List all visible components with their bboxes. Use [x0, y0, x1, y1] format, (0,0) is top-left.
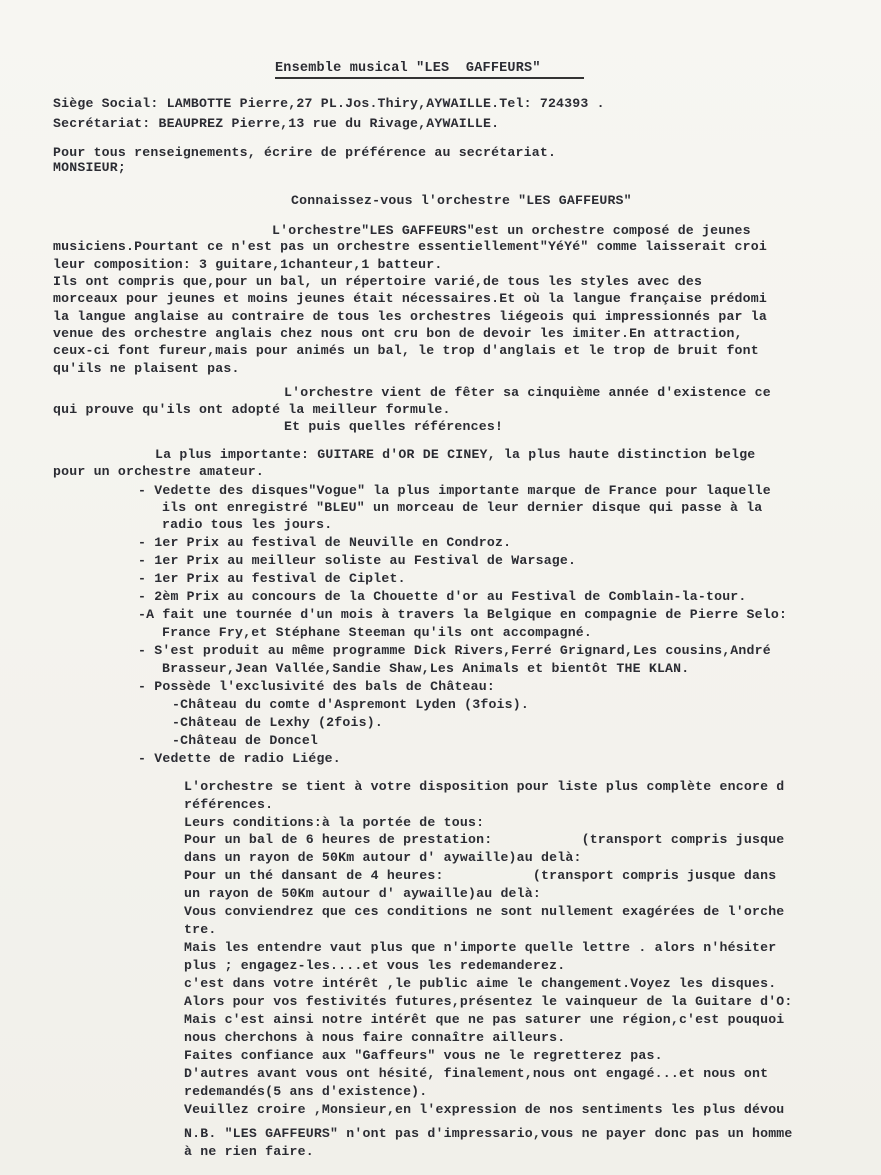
body-line: L'orchestre"LES GAFFEURS"est un orchestre composé de jeunes [272, 223, 751, 238]
list-item: - Vedette des disques"Vogue" la plus importante marque de France pour laquelle [138, 483, 771, 498]
body-line: c'est dans votre intérêt ,le public aime le changement.Voyez les disques. [184, 976, 777, 991]
body-line: venue des orchestre anglais chez nous ont cru bon de devoir les imiter.En attraction, [53, 326, 743, 341]
siege-social-line: Siège Social: LAMBOTTE Pierre,27 PL.Jos.Thiry,AYWAILLE.Tel: 724393 . [53, 96, 605, 111]
body-line: Faites confiance aux "Gaffeurs" vous ne le regretterez pas. [184, 1048, 663, 1063]
list-item: ils ont enregistré "BLEU" un morceau de leur dernier disque qui passe à la [162, 500, 763, 515]
salutation: MONSIEUR; [53, 160, 127, 175]
body-line: D'autres avant vous ont hésité, finalement,nous ont engagé...et nous ont [184, 1066, 769, 1081]
body-line: leur composition: 3 guitare,1chanteur,1 batteur. [53, 257, 443, 272]
body-line: redemandés(5 ans d'existence). [184, 1084, 428, 1099]
nb-line: à ne rien faire. [184, 1144, 314, 1159]
list-item: - 1er Prix au festival de Neuville en Condroz. [138, 535, 512, 550]
body-line: Ils ont compris que,pour un bal, un répertoire varié,de tous les styles avec des [53, 274, 703, 289]
body-line: tre. [184, 922, 217, 937]
list-item: - S'est produit au même programme Dick Rivers,Ferré Grignard,Les cousins,André [138, 643, 771, 658]
body-line: références. [184, 797, 274, 812]
body-line: morceaux pour jeunes et moins jeunes était nécessaires.Et où la langue française prédomi [53, 291, 768, 306]
list-item: -Château de Doncel [172, 733, 319, 748]
letter-title: Ensemble musical "LES GAFFEURS" [275, 61, 541, 76]
body-line: musiciens.Pourtant ce n'est pas un orchestre essentiellement"YéYé" comme laisserait croi [53, 239, 768, 254]
list-item: - Possède l'exclusivité des bals de Château: [138, 679, 496, 694]
body-line: pour un orchestre amateur. [53, 464, 264, 479]
body-line: Alors pour vos festivités futures,présentez le vainqueur de la Guitare d'O: [184, 994, 793, 1009]
list-item: -A fait une tournée d'un mois à travers la Belgique en compagnie de Pierre Selo: [138, 607, 788, 622]
body-line: Mais c'est ainsi notre intérêt que ne pas saturer une région,c'est pouquoi [184, 1012, 785, 1027]
body-line: qui prouve qu'ils ont adopté la meilleur formule. [53, 402, 451, 417]
body-line: Pour un bal de 6 heures de prestation: (transport compris jusque [184, 832, 785, 847]
body-line: L'orchestre vient de fêter sa cinquième année d'existence ce [284, 385, 771, 400]
body-line: Et puis quelles références! [284, 419, 504, 434]
list-item: Brasseur,Jean Vallée,Sandie Shaw,Les Animals et bientôt THE KLAN. [162, 661, 690, 676]
list-item: - 1er Prix au meilleur soliste au Festival de Warsage. [138, 553, 577, 568]
body-line: Veuillez croire ,Monsieur,en l'expression de nos sentiments les plus dévou [184, 1102, 785, 1117]
list-item: - 2èm Prix au concours de la Chouette d'or au Festival de Comblain-la-tour. [138, 589, 747, 604]
body-line: la langue anglaise au contraire de tous les orchestres liégeois qui impressionnés par la [53, 309, 768, 324]
section-heading: Connaissez-vous l'orchestre "LES GAFFEURS" [291, 193, 632, 208]
title-underline [275, 77, 584, 79]
info-note: Pour tous renseignements, écrire de préférence au secrétariat. [53, 145, 557, 160]
body-line: Vous conviendrez que ces conditions ne sont nullement exagérées de l'orche [184, 904, 785, 919]
list-item: - Vedette de radio Liége. [138, 751, 341, 766]
body-line: Pour un thé dansant de 4 heures: (transport compris jusque dans [184, 868, 777, 883]
list-item: France Fry,et Stéphane Steeman qu'ils ont accompagné. [162, 625, 593, 640]
body-line: un rayon de 50Km autour d' aywaille)au delà: [184, 886, 542, 901]
body-line: Mais les entendre vaut plus que n'importe quelle lettre . alors n'hésiter [184, 940, 777, 955]
nb-line: N.B. "LES GAFFEURS" n'ont pas d'impressario,vous ne payer donc pas un homme [184, 1126, 793, 1141]
body-line: ceux-ci font fureur,mais pour animés un bal, le trop d'anglais et le trop de bruit font [53, 343, 759, 358]
body-line: nous cherchons à nous faire connaître ailleurs. [184, 1030, 566, 1045]
body-line: L'orchestre se tient à votre disposition pour liste plus complète encore d [184, 779, 785, 794]
list-item: -Château du comte d'Aspremont Lyden (3fois). [172, 697, 530, 712]
body-line: dans un rayon de 50Km autour d' aywaille)au delà: [184, 850, 582, 865]
body-line: Leurs conditions:à la portée de tous: [184, 815, 485, 830]
list-item: - 1er Prix au festival de Ciplet. [138, 571, 406, 586]
body-line: qu'ils ne plaisent pas. [53, 361, 240, 376]
secretariat-line: Secrétariat: BEAUPREZ Pierre,13 rue du Rivage,AYWAILLE. [53, 116, 500, 131]
list-item: -Château de Lexhy (2fois). [172, 715, 383, 730]
body-line: La plus importante: GUITARE d'OR DE CINEY, la plus haute distinction belge [155, 447, 756, 462]
body-line: plus ; engagez-les....et vous les redemanderez. [184, 958, 566, 973]
list-item: radio tous les jours. [162, 517, 333, 532]
